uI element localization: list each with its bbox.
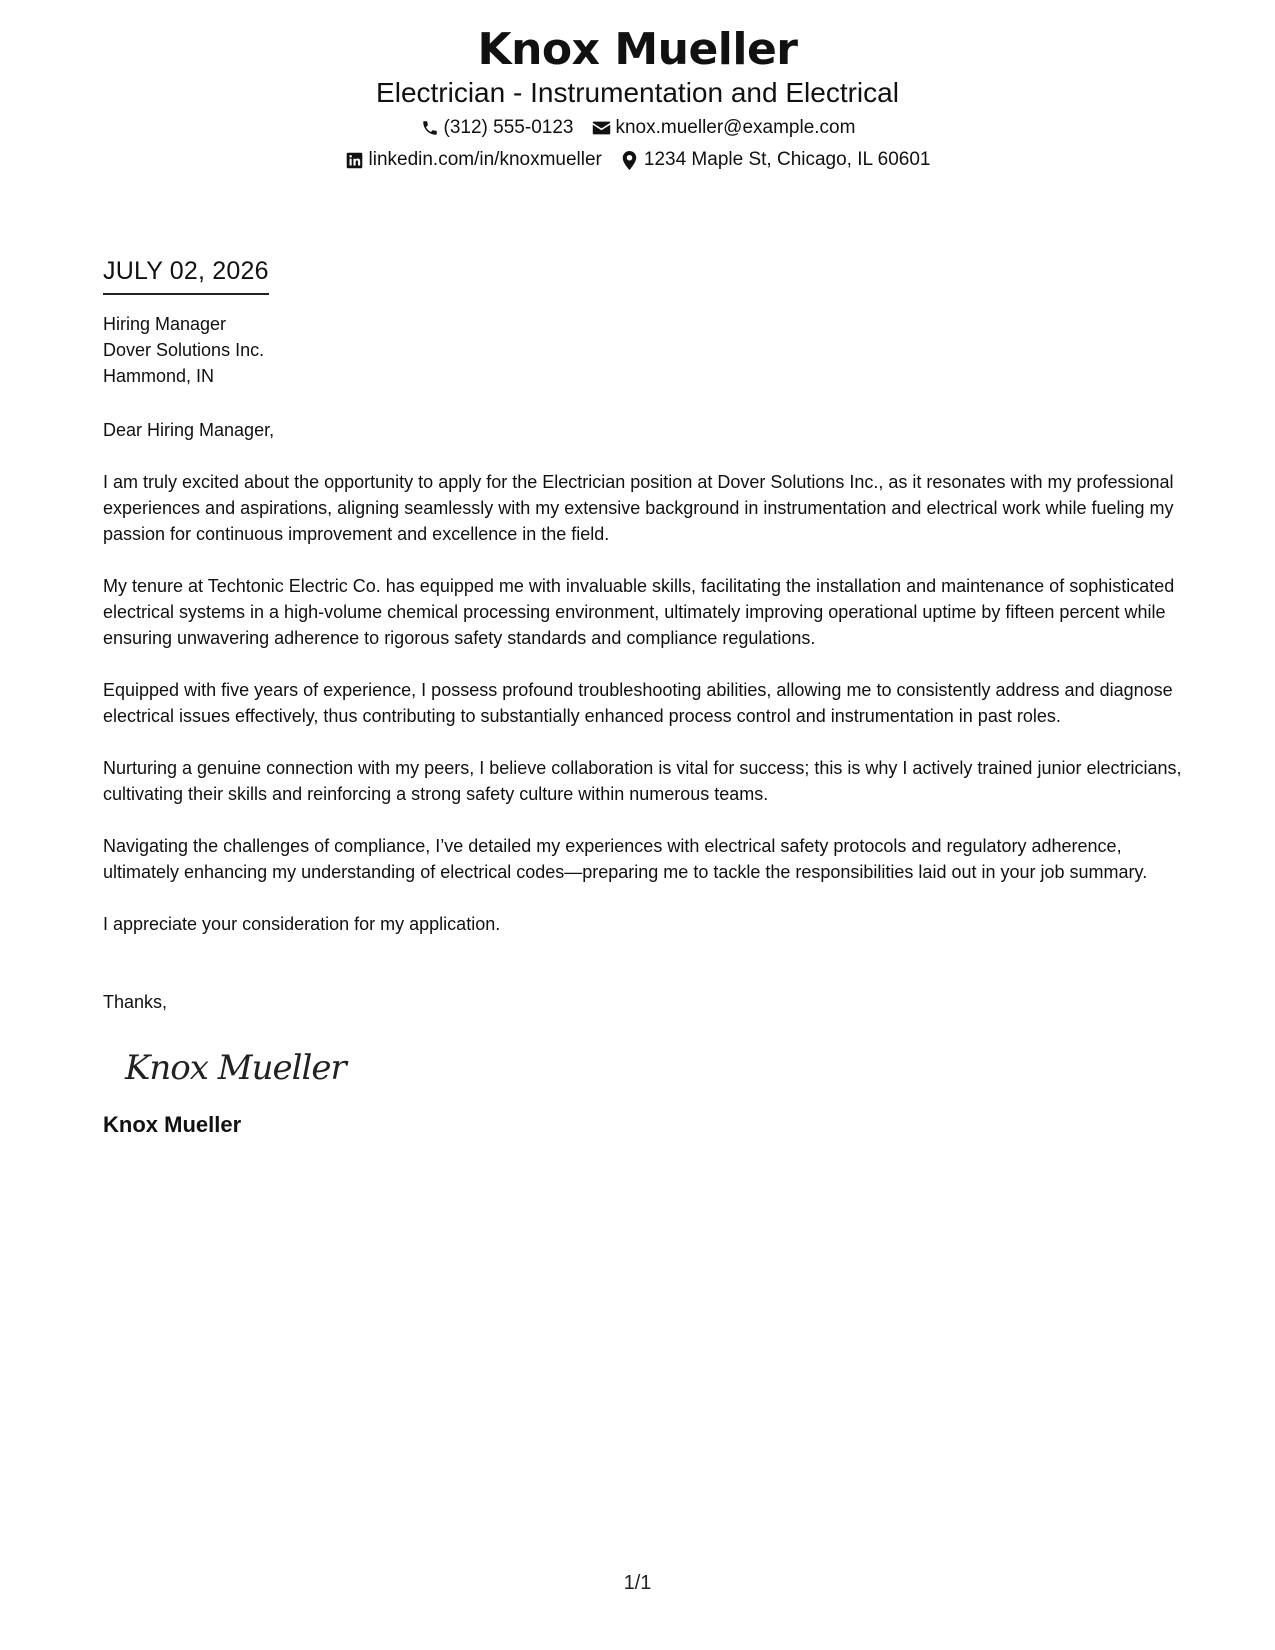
signer-name: Knox Mueller bbox=[103, 1112, 242, 1137]
recipient-location: Hammond, IN bbox=[103, 366, 215, 386]
email-contact bbox=[591, 116, 855, 140]
contact-row-primary bbox=[0, 116, 1275, 140]
page-number: 1/1 bbox=[623, 1572, 652, 1594]
body-paragraph: I appreciate your consideration for my application. bbox=[103, 914, 501, 934]
linkedin-contact bbox=[345, 148, 602, 172]
signature-text: Knox Mueller bbox=[125, 1048, 346, 1088]
phone-contact bbox=[420, 116, 574, 140]
handwritten-signature bbox=[121, 1037, 381, 1097]
recipient-company: Dover Solutions Inc. bbox=[103, 340, 265, 360]
letter-body bbox=[103, 255, 1183, 1139]
body-paragraph: Navigating the challenges of compliance, I’ve detailed my experiences with electrical safety protocols and regulatory adherence, ultimately enhancing my understanding of electrical codes—preparing me to tackle the responsibilities laid out in your job summary. bbox=[103, 836, 1148, 882]
body-paragraph: Equipped with five years of experience, I possess profound troubleshooting abilities, allowing me to consistently address and diagnose electrical issues effectively, thus contributing to substantially enhanced process control and instrumentation in past roles. bbox=[103, 680, 1173, 726]
linkedin-url: linkedin.com/in/knoxmueller bbox=[368, 149, 602, 170]
phone-number: (312) 555-0123 bbox=[443, 117, 574, 138]
closing-line: Thanks, bbox=[103, 992, 168, 1012]
letter-date: JULY 02, 2026 bbox=[103, 255, 269, 295]
contact-row-secondary bbox=[0, 148, 1275, 172]
body-paragraph: I am truly excited about the opportunity to apply for the Electrician position at Dover Solutions Inc., as it resonates with my professional experiences and aspirations, aligning seamlessly with my extensive background in instrumentation and electrical work while fueling my passion for continuous improvement and excellence in the field. bbox=[103, 472, 1174, 544]
linkedin-icon bbox=[345, 150, 365, 170]
recipient-name: Hiring Manager bbox=[103, 314, 227, 334]
salutation: Dear Hiring Manager, bbox=[103, 420, 275, 440]
email-address: knox.mueller@example.com bbox=[615, 117, 856, 138]
street-address: 1234 Maple St, Chicago, IL 60601 bbox=[643, 149, 931, 170]
map-marker-icon bbox=[620, 150, 640, 170]
body-paragraph: My tenure at Techtonic Electric Co. has equipped me with invaluable skills, facilitating the installation and maintenance of sophisticated electrical systems in a high-volume chemical processing environment, ultimately improving operational uptime by fifteen percent while ensuring unwavering adherence to rigorous safety standards and compliance regulations. bbox=[103, 576, 1175, 648]
body-paragraph: Nurturing a genuine connection with my peers, I believe collaboration is vital for success; this is why I actively trained junior electricians, cultivating their skills and reinforcing a strong safety culture within numerous teams. bbox=[103, 758, 1182, 804]
recipient-block bbox=[103, 311, 1183, 389]
envelope-icon bbox=[591, 118, 611, 138]
applicant-name: Knox Mueller bbox=[477, 24, 798, 75]
phone-icon bbox=[420, 118, 440, 138]
address-contact bbox=[620, 148, 931, 172]
applicant-title: Electrician - Instrumentation and Electrical bbox=[376, 77, 899, 108]
letter-header bbox=[0, 24, 1275, 172]
